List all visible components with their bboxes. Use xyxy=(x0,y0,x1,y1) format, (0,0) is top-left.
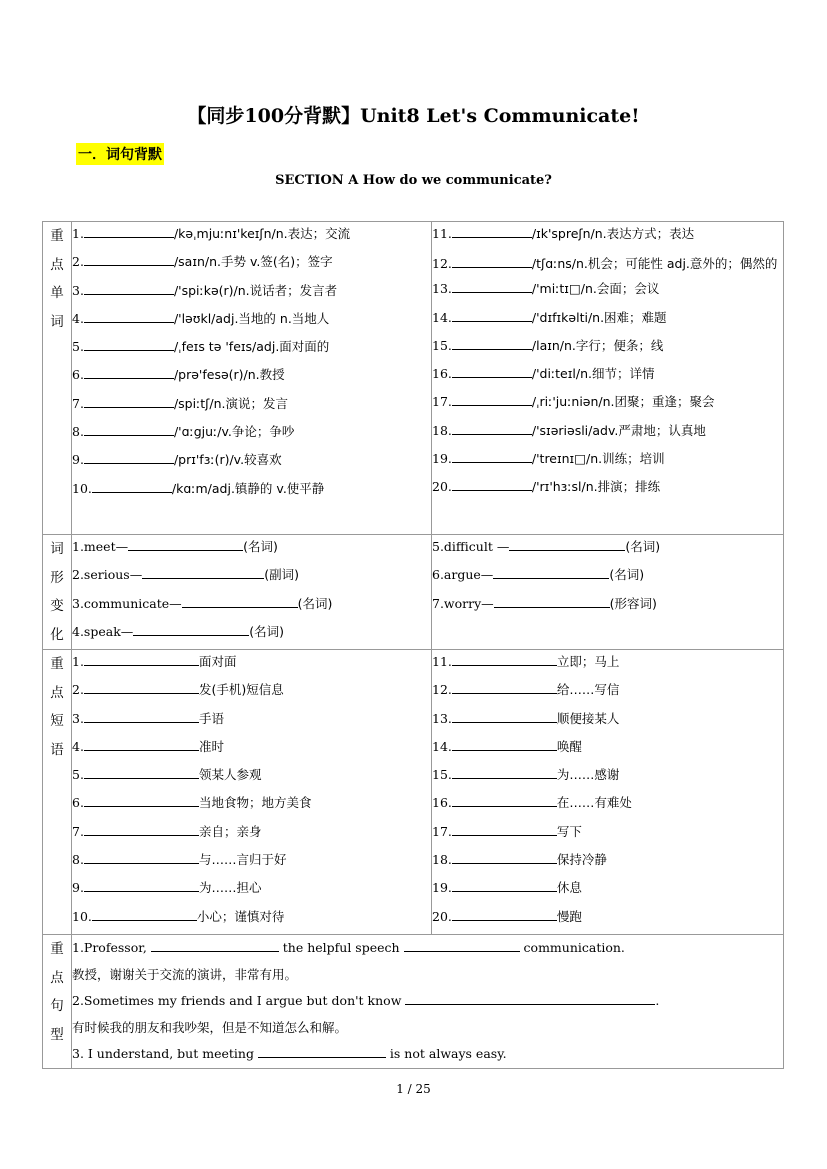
answer-blank[interactable] xyxy=(452,708,557,723)
category-char: 点 xyxy=(50,256,64,273)
word-item: 15. /laɪn/n.字行；便条；线 xyxy=(432,334,783,362)
form-item: 3.communicate— (名词) xyxy=(72,592,431,620)
category-char: 点 xyxy=(50,969,64,986)
answer-blank[interactable] xyxy=(452,278,532,293)
category-char: 词 xyxy=(50,541,64,557)
answer-blank[interactable] xyxy=(404,937,520,952)
answer-blank[interactable] xyxy=(452,849,557,864)
category-char: 词 xyxy=(50,313,64,330)
answer-blank[interactable] xyxy=(133,621,249,636)
category-char: 型 xyxy=(50,1026,64,1043)
category-char: 化 xyxy=(50,626,64,643)
form-item: 6.argue— (名词) xyxy=(432,563,783,591)
word-item: 14. /'dɪfɪkəlti/n.困难；难题 xyxy=(432,306,783,334)
word-item: 6. /prə'fesə(r)/n.教授 xyxy=(72,363,431,391)
category-key-words xyxy=(43,222,72,535)
phrase-item: 16. 在……有难处 xyxy=(432,791,783,819)
answer-blank[interactable] xyxy=(84,651,199,666)
answer-blank[interactable] xyxy=(452,906,557,921)
answer-blank[interactable] xyxy=(452,307,532,322)
category-char: 语 xyxy=(50,741,64,758)
sentence-1: 1.Professor, the helpful speech communication. xyxy=(72,935,783,962)
worksheet-table xyxy=(42,221,784,1069)
form-item: 1.meet— (名词) xyxy=(72,535,431,563)
phrase-item: 11. 立即；马上 xyxy=(432,650,783,678)
word-item: 16. /'diːteɪl/n.细节；详情 xyxy=(432,362,783,390)
category-key-sentences xyxy=(43,935,72,1069)
sentence-1-translation: 教授，谢谢关于交流的演讲，非常有用。 xyxy=(72,966,298,982)
word-item: 11. /ɪk'spreʃn/n.表达方式；表达 xyxy=(432,222,783,250)
answer-blank[interactable] xyxy=(452,792,557,807)
sentence-2-translation: 有时候我的朋友和我吵架，但是不知道怎么和解。 xyxy=(72,1019,348,1035)
category-char: 形 xyxy=(50,569,64,586)
words-right-column xyxy=(432,222,784,535)
category-char: 重 xyxy=(50,941,64,957)
word-item: 3. /'spiːkə(r)/n.说话者；发言者 xyxy=(72,279,431,307)
answer-blank[interactable] xyxy=(151,937,279,952)
answer-blank[interactable] xyxy=(128,536,243,551)
category-char: 句 xyxy=(50,998,64,1014)
phrase-item: 9. 为……担心 xyxy=(72,876,431,904)
category-char: 单 xyxy=(50,285,64,301)
word-item: 2. /saɪn/n.手势 v.签(名)；签字 xyxy=(72,250,431,278)
category-char: 重 xyxy=(50,656,64,672)
word-item: 8. /'ɑːgjuː/v.争论；争吵 xyxy=(72,420,431,448)
answer-blank[interactable] xyxy=(84,849,199,864)
answer-blank[interactable] xyxy=(84,393,174,408)
page-title: 【同步100分背默】Unit8 Let's Communicate! xyxy=(187,105,640,127)
phrase-item: 3. 手语 xyxy=(72,707,431,735)
form-item: 7.worry— (形容词) xyxy=(432,592,783,620)
answer-blank[interactable] xyxy=(452,223,532,238)
answer-blank[interactable] xyxy=(452,363,532,378)
phrase-item: 19. 休息 xyxy=(432,876,783,904)
answer-blank[interactable] xyxy=(452,335,532,350)
phrase-item: 14. 唤醒 xyxy=(432,735,783,763)
answer-blank[interactable] xyxy=(405,990,655,1005)
words-left-column xyxy=(72,222,432,535)
forms-right-column xyxy=(432,535,784,650)
category-word-forms xyxy=(43,535,72,650)
sentence-2: 2.Sometimes my friends and I argue but don't know . xyxy=(72,988,783,1015)
category-key-phrases xyxy=(43,650,72,935)
sentence-3: 3. I understand, but meeting is not always easy. xyxy=(72,1041,783,1068)
phrase-item: 8. 与……言归于好 xyxy=(72,848,431,876)
answer-blank[interactable] xyxy=(452,764,557,779)
answer-blank[interactable] xyxy=(84,364,174,379)
category-char: 点 xyxy=(50,684,64,701)
answer-blank[interactable] xyxy=(452,476,532,491)
word-item: 9. /prɪ'fɜː(r)/v.较喜欢 xyxy=(72,448,431,476)
word-item: 12. /tʃɑːns/n.机会；可能性 adj.意外的；偶然的 xyxy=(432,250,783,277)
section-subtitle: SECTION A How do we communicate? xyxy=(275,173,552,188)
word-item: 5. /ˌfeɪs tə 'feɪs/adj.面对面的 xyxy=(72,335,431,363)
phrase-item: 1. 面对面 xyxy=(72,650,431,678)
answer-blank[interactable] xyxy=(84,449,174,464)
answer-blank[interactable] xyxy=(452,651,557,666)
phrase-item: 13. 顺便接某人 xyxy=(432,707,783,735)
answer-blank[interactable] xyxy=(493,564,609,579)
word-item: 1. /kəˌmjuːnɪ'keɪʃn/n.表达；交流 xyxy=(72,222,431,250)
answer-blank[interactable] xyxy=(494,593,610,608)
answer-blank[interactable] xyxy=(509,536,625,551)
answer-blank[interactable] xyxy=(92,478,172,493)
answer-blank[interactable] xyxy=(452,253,532,268)
word-item: 10. /kɑːm/adj.镇静的 v.使平静 xyxy=(72,477,431,505)
answer-blank[interactable] xyxy=(452,821,557,836)
phrase-item: 5. 领某人参观 xyxy=(72,763,431,791)
phrases-right-column xyxy=(432,650,784,935)
answer-blank[interactable] xyxy=(452,877,557,892)
word-item: 20. /'rɪ'hɜːsl/n.排演；排练 xyxy=(432,475,783,503)
phrase-item: 2. 发(手机)短信息 xyxy=(72,678,431,706)
phrase-item: 7. 亲自；亲身 xyxy=(72,820,431,848)
word-item: 19. /'treɪnɪ□/n.训练；培训 xyxy=(432,447,783,475)
answer-blank[interactable] xyxy=(258,1043,386,1058)
answer-blank[interactable] xyxy=(452,736,557,751)
word-item: 17. /ˌriː'juːniən/n.团聚；重逢；聚会 xyxy=(432,390,783,418)
phrase-item: 6. 当地食物；地方美食 xyxy=(72,791,431,819)
word-item: 7. /spiːtʃ/n.演说；发言 xyxy=(72,392,431,420)
page-number: 1 / 25 xyxy=(396,1082,431,1096)
word-item: 18. /'sɪəriəsli/adv.严肃地；认真地 xyxy=(432,419,783,447)
phrase-item: 18. 保持冷静 xyxy=(432,848,783,876)
sentences-cell xyxy=(72,935,784,1069)
phrase-item: 10. 小心；谨慎对待 xyxy=(72,905,431,933)
form-item: 2.serious— (副词) xyxy=(72,563,431,591)
form-item: 5.difficult — (名词) xyxy=(432,535,783,563)
phrase-item: 15. 为……感谢 xyxy=(432,763,783,791)
form-item: 4.speak— (名词) xyxy=(72,620,431,648)
answer-blank[interactable] xyxy=(84,223,174,238)
answer-blank[interactable] xyxy=(84,336,174,351)
answer-blank[interactable] xyxy=(84,679,199,694)
phrase-item: 12. 给……写信 xyxy=(432,678,783,706)
phrase-item: 20. 慢跑 xyxy=(432,905,783,933)
forms-left-column xyxy=(72,535,432,650)
answer-blank[interactable] xyxy=(84,821,199,836)
word-item: 4. /'ləʊkl/adj.当地的 n.当地人 xyxy=(72,307,431,335)
answer-blank[interactable] xyxy=(84,736,199,751)
answer-blank[interactable] xyxy=(84,308,174,323)
category-char: 重 xyxy=(50,228,64,244)
answer-blank[interactable] xyxy=(84,708,199,723)
section-heading: 一．词句背默 xyxy=(76,143,164,165)
answer-blank[interactable] xyxy=(142,564,264,579)
answer-blank[interactable] xyxy=(84,764,199,779)
answer-blank[interactable] xyxy=(84,877,199,892)
answer-blank[interactable] xyxy=(452,679,557,694)
answer-blank[interactable] xyxy=(84,792,199,807)
answer-blank[interactable] xyxy=(452,420,532,435)
answer-blank[interactable] xyxy=(452,448,532,463)
phrase-item: 4. 准时 xyxy=(72,735,431,763)
answer-blank[interactable] xyxy=(452,391,532,406)
answer-blank[interactable] xyxy=(84,280,174,295)
phrase-item: 17. 写下 xyxy=(432,820,783,848)
category-char: 短 xyxy=(50,713,64,729)
answer-blank[interactable] xyxy=(84,251,174,266)
answer-blank[interactable] xyxy=(92,906,197,921)
category-char: 变 xyxy=(50,598,64,614)
answer-blank[interactable] xyxy=(182,593,298,608)
word-item: 13. /'miːtɪ□/n.会面；会议 xyxy=(432,277,783,305)
answer-blank[interactable] xyxy=(84,421,174,436)
phrases-left-column xyxy=(72,650,432,935)
